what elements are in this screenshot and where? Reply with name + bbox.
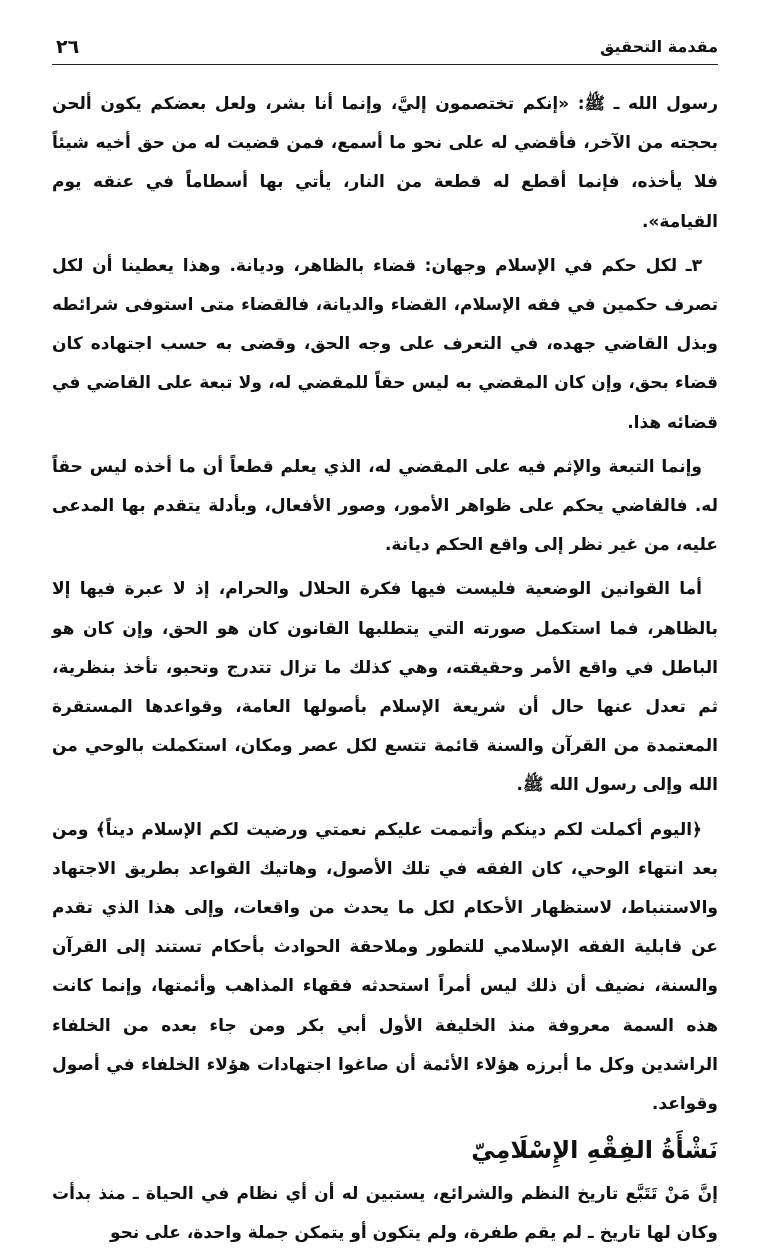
paragraph-point-3: ٣ـ لكل حكم في الإسلام وجهان: قضاء بالظاهر، وديانة. وهذا يعطينا أن لكل تصرف حكمين في فقه الإسلام، القضاء والديانة، فالقضاء متى استوفى شرائطه وبذل القاضي جهده، في التعرف على وجه الحق، وقضى به حسب اجتهاده كان قضاء بحق، وإن كان المقضي به ليس حقاً للمقضي له، ولا تبعة على القاضي في قضائه هذا. [52, 255, 718, 433]
page-body [52, 85, 718, 1254]
paragraph-hadith: رسول الله ـ ﷺ: «إنكم تختصمون إليَّ، وإنما أنا بشر، ولعل بعضكم يكون ألحن بحجته من الآخر، فأقضي له على نحو ما أسمع، فمن قضيت له من حق أخيه شيئاً فلا يأخذه، فإنما أقطع له قطعة من النار، يأتي بها أسطاماً في عنقه يوم القيامة». [52, 94, 718, 232]
book-page [52, 34, 718, 1244]
paragraph-quran-verse: ﴿اليوم أكملت لكم دينكم وأتممت عليكم نعمتي ورضيت لكم الإسلام ديناً﴾ ومن بعد انتهاء الوحي، كان الفقه في تلك الأصول، وهاتيك القواعد بطريق الاجتهاد والاستنباط، لاستظهار الأحكام لكل ما يحدث من واقعات، وإلى هذا الذي تقدم عن قابلية الفقه الإسلامي للتطور وملاحقة الحوادث بأحكام تستند إلى القرآن والسنة، نضيف أن ذلك ليس أمراً استحدثه فقهاء المذاهب وأئمتها، وإنما كانت هذه السمة معروفة منذ الخليفة الأول أبي بكر ومن جاء بعده من الخلفاء الراشدين وكل ما أبرزه هؤلاء الأئمة أن صاغوا اجتهادات هؤلاء الخلفاء في أصول وقواعد. [52, 819, 718, 1115]
page-number: ٢٦ [56, 36, 80, 58]
header-rule [52, 64, 718, 65]
paragraph-origins: إنَّ مَنْ تَتَبَّع تاريخ النظم والشرائع، يستبين له أن أي نظام في الحياة ـ منذ بدأت وكان لها تاريخ ـ لم يقم طفرة، ولم يتكون أو يتمكن جملة واحدة، على نحو [52, 1184, 718, 1244]
running-title: مقدمة التحقيق [600, 37, 718, 56]
section-heading: نَشْأَةُ الفِقْهِ الإِسْلَامِيّ [471, 1136, 718, 1165]
paragraph-liability: وإنما التبعة والإثم فيه على المقضي له، الذي يعلم قطعاً أن ما أخذه ليس حقاً له. فالقاضي يحكم على ظواهر الأمور، وصور الأفعال، وبأدلة يتقدم بها المدعى عليه، من غير نظر إلى واقع الحكم ديانة. [52, 456, 718, 556]
paragraph-positive-laws: أما القوانين الوضعية فليست فيها فكرة الحلال والحرام، إذ لا عبرة فيها إلا بالظاهر، فما استكمل صورته التي يتطلبها القانون كان هو الحق، وإن كان هو الباطل في واقع الأمر وحقيقته، وهي كذلك ما تزال تتدرج وتحبو، تأخذ بنظرية، ثم تعدل عنها حال أن شريعة الإسلام بأصولها العامة، وقواعدها المستقرة المعتمدة من القرآن والسنة قائمة تتسع لكل عصر ومكان، استكملت بالوحي من الله وإلى رسول الله ﷺ. [52, 579, 718, 796]
page-header [52, 34, 718, 60]
